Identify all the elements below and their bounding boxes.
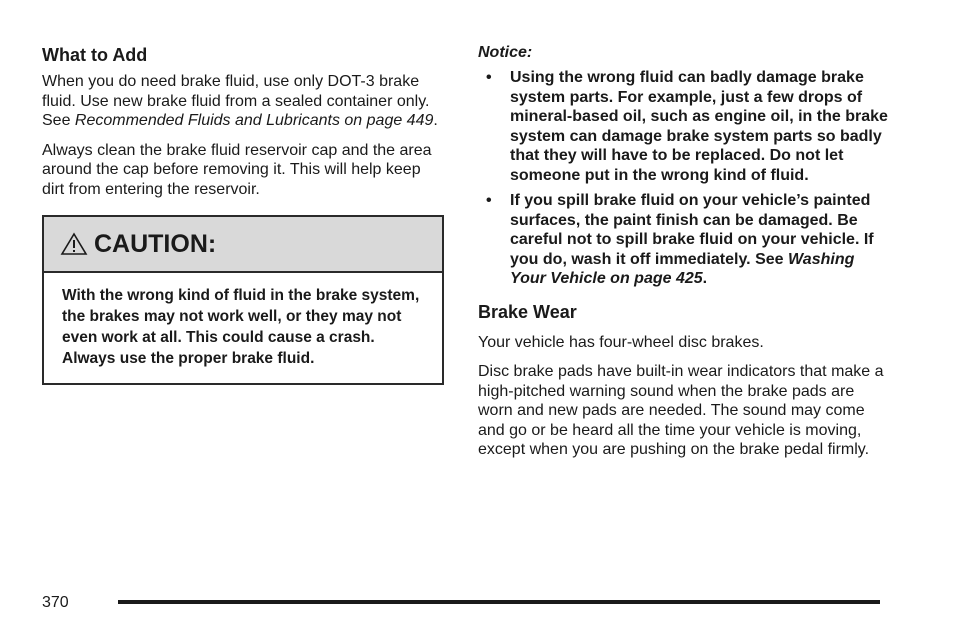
caution-body [44, 273, 442, 383]
brake-wear-heading: Brake Wear [478, 301, 577, 322]
right-column [478, 44, 888, 470]
caution-title: CAUTION: [94, 229, 217, 258]
notice-label: Notice: [478, 44, 533, 61]
footer-rule [118, 600, 880, 604]
bullet-icon: • [486, 69, 492, 86]
list-item: • Using the wrong fluid can badly damage brake system parts. For example, just a few drops of mineral-based oil, such as engine oil, in the brake system can damage brake system parts so badly that they will have to be replaced. Do not let someone put in the wrong kind of fluid. [486, 69, 888, 184]
list-item: • If you spill brake fluid on your vehicle’s painted surfaces, the paint finish can be damaged. Be careful not to spill brake fluid on your vehicle. If you do, wash it off immediately. See Washing Your Vehicle on page 425. [486, 192, 874, 287]
warning-triangle-icon [60, 232, 88, 256]
left-column [42, 44, 444, 385]
bullet-icon: • [486, 192, 492, 209]
page-number: 370 [42, 594, 69, 611]
caution-text: With the wrong kind of fluid in the brake system, the brakes may not work well, or they may not even work at all. This could cause a crash. Always use the proper brake fluid. [62, 287, 420, 367]
what-to-add-heading: What to Add [42, 45, 148, 65]
fluids-reference-link[interactable]: Recommended Fluids and Lubricants on page 449 [74, 112, 434, 129]
disc-brakes-paragraph: Your vehicle has four-wheel disc brakes. [478, 333, 764, 351]
caution-box [42, 215, 444, 385]
washing-reference-link[interactable]: Washing Your Vehicle on page 425 [510, 250, 855, 287]
what-to-add-paragraph: When you do need brake fluid, use only DOT-3 brake fluid. Use new brake fluid from a sealed container only. See Recommended Fluids and Lubricants on page 449. [42, 73, 438, 129]
wear-indicators-paragraph: Disc brake pads have built-in wear indicators that make a high-pitched warning sound when the brake pads are worn and new pads are needed. The sound may come and go or be heard all the time your vehicle is moving, except when you are pushing on the brake pedal firmly. [478, 363, 884, 458]
reservoir-cap-paragraph: Always clean the brake fluid reservoir cap and the area around the cap before removing it. This will help keep dirt from entering the reservoir. [42, 141, 432, 198]
notice-list [478, 68, 888, 289]
caution-header [44, 217, 442, 273]
